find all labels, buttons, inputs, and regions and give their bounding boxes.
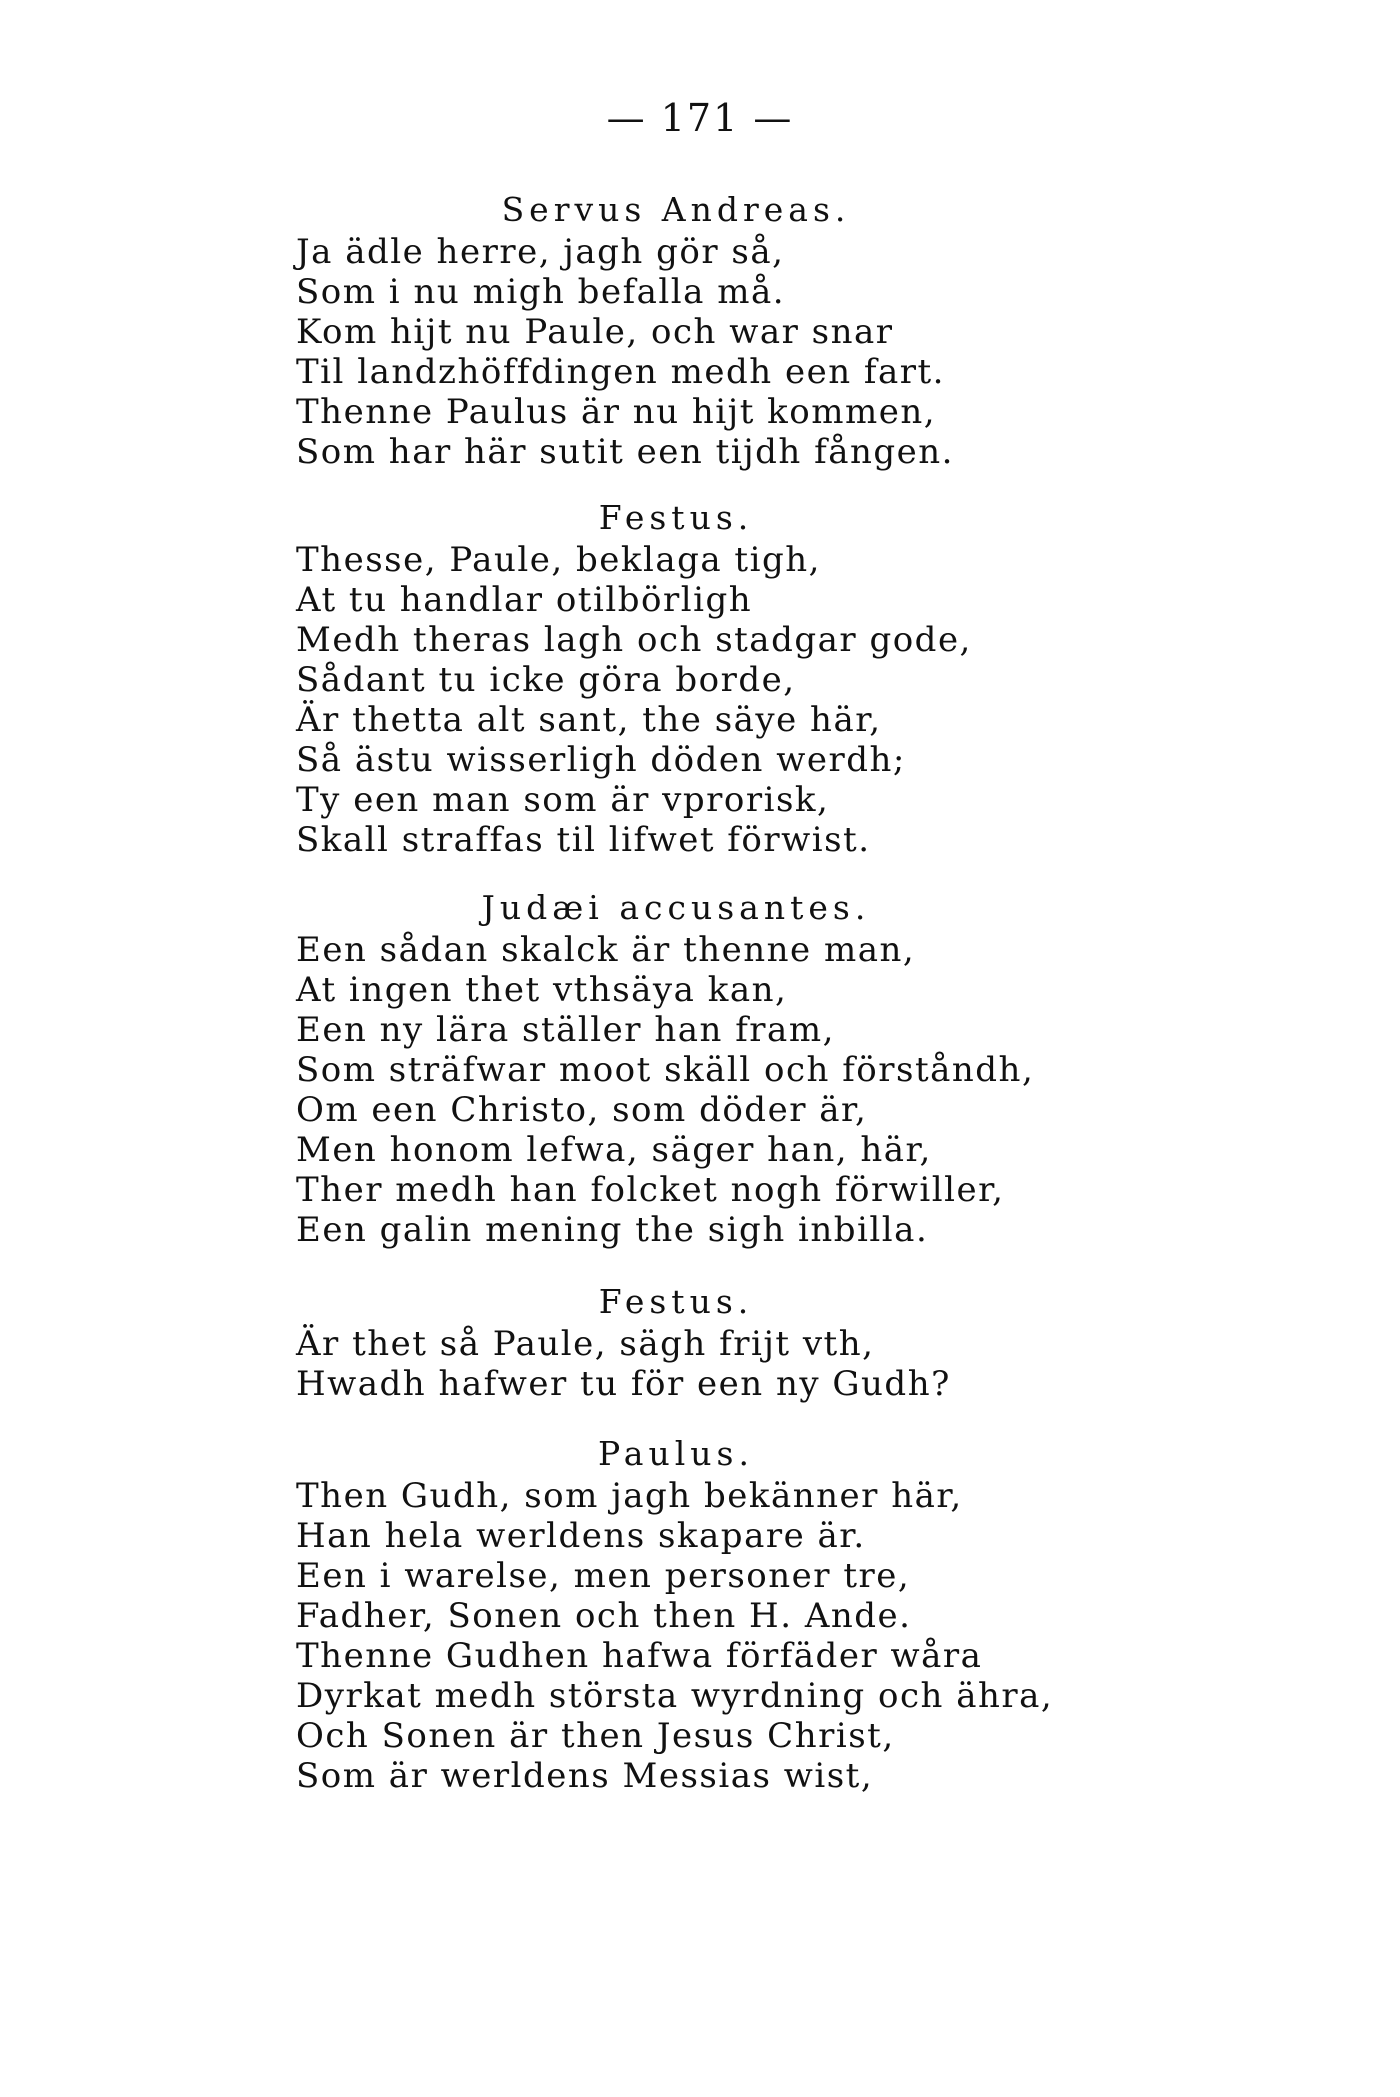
speech-block	[296, 188, 1016, 472]
speaker-name: Servus Andreas.	[501, 190, 851, 229]
verse-line: Til landzhöffdingen medh een fart.	[296, 352, 945, 392]
verse-line: Een i warelse, men personer tre,	[296, 1556, 911, 1596]
verse-line: Han hela werldens skapare är.	[296, 1516, 866, 1556]
verse-line: Medh theras lagh och stadgar gode,	[296, 620, 972, 660]
verse-line: Sådant tu icke göra borde,	[296, 660, 796, 700]
verse-line: Ja ädle herre, jagh gör så,	[296, 232, 785, 272]
verse-line: Ther medh han folcket nogh förwiller,	[296, 1170, 1005, 1210]
verse-line: Är thetta alt sant, the säye här,	[296, 700, 882, 740]
play-text	[296, 188, 1054, 1824]
verse-line: Skall straffas til lifwet förwist.	[296, 820, 871, 860]
verse-line: Hwadh hafwer tu för een ny Gudh?	[296, 1364, 951, 1404]
verse-line: Dyrkat medh största wyrdning och ähra,	[296, 1676, 1054, 1716]
verse-lines	[296, 232, 1016, 472]
verse-lines	[296, 1324, 1016, 1404]
verse-line: At ingen thet vthsäya kan,	[296, 970, 788, 1010]
verse-line: Och Sonen är then Jesus Christ,	[296, 1716, 895, 1756]
verse-line: Ty een man som är vprorisk,	[296, 780, 830, 820]
verse-lines	[296, 540, 1016, 860]
verse-line: Som är werldens Messias wist,	[296, 1756, 874, 1796]
verse-line: At tu handlar otilbörligh	[296, 580, 753, 620]
verse-line: Om een Christo, som döder är,	[296, 1090, 868, 1130]
speaker-name: Festus.	[598, 498, 754, 537]
verse-line: Thenne Gudhen hafwa förfäder wåra	[296, 1636, 983, 1676]
verse-lines	[296, 930, 1035, 1250]
speaker-name: Paulus.	[598, 1434, 754, 1473]
verse-line: Een sådan skalck är thenne man,	[296, 930, 916, 970]
verse-line: Een galin mening the sigh inbilla.	[296, 1210, 929, 1250]
verse-line: Som sträfwar moot skäll och förståndh,	[296, 1050, 1035, 1090]
verse-line: Thesse, Paule, beklaga tigh,	[296, 540, 821, 580]
verse-line: Är thet så Paule, sägh frijt vth,	[296, 1324, 875, 1364]
verse-line: Så ästu wisserligh döden werdh;	[296, 740, 906, 780]
verse-line: Som i nu migh befalla må.	[296, 272, 786, 312]
verse-line: Kom hijt nu Paule, och war snar	[296, 312, 894, 352]
verse-line: Fadher, Sonen och then H. Ande.	[296, 1596, 912, 1636]
speech-block	[296, 1432, 1054, 1796]
verse-lines	[296, 1476, 1054, 1796]
verse-line: Thenne Paulus är nu hijt kommen,	[296, 392, 937, 432]
speaker-name: Festus.	[598, 1282, 754, 1321]
speaker-name: Judæi accusantes.	[481, 888, 871, 927]
speech-block	[296, 1280, 1016, 1404]
verse-line: Som har här sutit een tijdh fången.	[296, 432, 954, 472]
verse-line: Men honom lefwa, säger han, här,	[296, 1130, 932, 1170]
speech-block	[296, 496, 1016, 860]
speech-block	[296, 886, 1035, 1250]
page-number: — 171 —	[606, 96, 794, 140]
verse-line: Een ny lära ställer han fram,	[296, 1010, 835, 1050]
verse-line: Then Gudh, som jagh bekänner här,	[296, 1476, 963, 1516]
